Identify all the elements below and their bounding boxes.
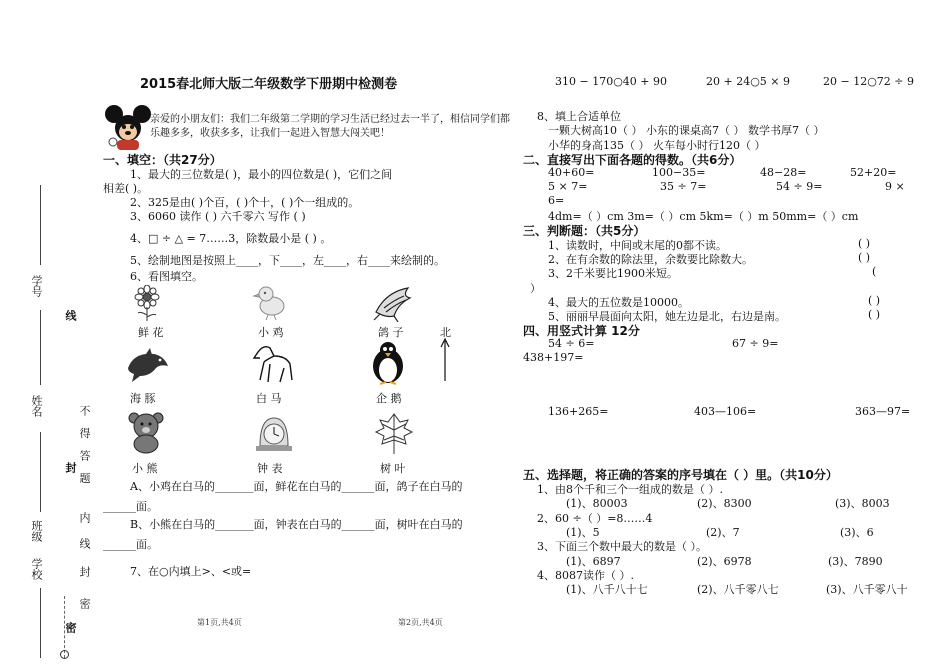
leaf-icon: [372, 410, 416, 456]
compare-1: 310 − 170○40 + 90: [555, 75, 668, 88]
judge-4-blank[interactable]: ( ): [868, 294, 881, 307]
vertical-calc-2: 67 ÷ 9=: [732, 337, 779, 350]
pigeon-icon: [372, 282, 416, 322]
dolphin-icon: [124, 346, 170, 386]
seal-dashed-line: [64, 596, 67, 658]
q5: 5、绘制地图是按照上____，下____，左____，右____来绘制的。: [130, 254, 445, 267]
q7: 7、在○内填上>、<或=: [130, 565, 252, 578]
calc-8-cont: 6=: [548, 194, 565, 207]
mc-2-option-3[interactable]: (3)、6: [840, 526, 874, 539]
judge-5-blank[interactable]: ( ): [868, 308, 881, 321]
mc-4-option-2[interactable]: (2)、八千零八七: [697, 583, 779, 596]
caption-pigeon: 鸽 子: [378, 326, 404, 339]
q6-a-line-2: ______面。: [103, 500, 158, 513]
mc-3-option-3[interactable]: (3)、7890: [828, 555, 883, 568]
intro-line-1: 亲爱的小朋友们：我们二年级第二学期的学习生活已经过去一半了，相信同学们都: [150, 114, 510, 125]
caption-flower: 鲜 花: [138, 326, 164, 339]
mc-1-option-3[interactable]: (3)、8003: [835, 497, 890, 510]
blank-line-xuehao: [40, 185, 41, 265]
footer-page-1: 第1页,共4页: [197, 618, 242, 627]
judge-2-blank[interactable]: ( ): [858, 251, 871, 264]
q8-line-a: 一颗大树高10（ ） 小东的课桌高7（ ） 数学书厚7（ ）: [548, 124, 825, 137]
blank-line-xuexiao: [40, 588, 41, 658]
q2: 2、325是由( )个百，( )个十，( )个一组成的。: [130, 196, 360, 209]
q6-a-line-1: A、小鸡在白马的_______面，鲜花在白马的______面，鸽子在白马的: [130, 480, 463, 493]
calc-6: 35 ÷ 7=: [660, 180, 707, 193]
blank-line-xingming: [40, 310, 41, 385]
north-label: 北: [440, 326, 451, 339]
seal-feng: 封: [64, 462, 77, 473]
intro-line-2: 乐趣多多，收获多多，让我们一起进入智慧大闯关吧！: [150, 128, 390, 139]
caption-dolphin: 海 豚: [130, 392, 156, 405]
unit-conversions: 4dm=（ ）cm 3m=（ ）cm 5km=（ ）m 50mm=（ ）cm: [548, 210, 859, 223]
horse-icon: [250, 342, 296, 384]
seal-mi: 密: [64, 622, 77, 633]
section-3-title: 三、判断题：（共5分）: [523, 224, 646, 238]
mickey-mascot-icon: [103, 102, 153, 152]
caption-bear: 小 熊: [132, 462, 158, 475]
mc-4-option-3[interactable]: (3)、八千零八十: [826, 583, 908, 596]
mc-2-option-2[interactable]: (2)、7: [706, 526, 740, 539]
section-4-title: 四、用竖式计算 12分: [523, 324, 640, 338]
mc-4-option-1[interactable]: (1)、八千八十七: [566, 583, 648, 596]
judge-1-blank[interactable]: ( ): [858, 237, 871, 250]
calc-2: 100−35=: [652, 166, 706, 179]
seal-nei: 内: [78, 512, 91, 523]
clock-icon: [254, 414, 294, 452]
north-arrow-icon: [438, 337, 452, 381]
vertical-calc-5: 403—106=: [694, 405, 757, 418]
seal-xian-2: 线: [78, 538, 91, 549]
label-banji: 班级: [30, 520, 43, 542]
label-xuehao: 学号: [30, 275, 43, 297]
q1-line-a: 1、最大的三位数是( )，最小的四位数是( )，它们之间: [130, 168, 393, 181]
seal-hole-icon: [60, 650, 69, 659]
chick-icon: [250, 282, 290, 320]
mc-2-option-1[interactable]: (1)、5: [566, 526, 600, 539]
section-2-title: 二、直接写出下面各题的得数。（共6分）: [523, 153, 742, 167]
judge-2: 2、在有余数的除法里，余数要比除数大。: [548, 253, 753, 266]
label-xuexiao: 学校: [30, 558, 43, 580]
flower-icon: [130, 285, 164, 321]
mc-3: 3、下面三个数中最大的数是（ ）。: [537, 540, 707, 553]
section-5-title: 五、选择题，将正确的答案的序号填在（ ）里。（共10分）: [523, 468, 838, 482]
section-1-title: 一、填空：（共27分）: [103, 153, 222, 167]
q6-b-line-1: B、小熊在白马的_______面，钟表在白马的______面，树叶在白马的: [130, 518, 463, 531]
calc-7: 54 ÷ 9=: [776, 180, 823, 193]
vertical-calc-4: 136+265=: [548, 405, 609, 418]
calc-8: 9 ×: [885, 180, 905, 193]
caption-clock: 钟 表: [257, 462, 283, 475]
seal-mi-2: 密: [78, 598, 91, 609]
caption-penguin: 企 鹅: [376, 392, 402, 405]
calc-3: 48−28=: [760, 166, 807, 179]
seal-xian: 线: [64, 310, 77, 321]
caption-chick: 小 鸡: [258, 326, 284, 339]
judge-1: 1、读数时，中间或末尾的0都不读。: [548, 239, 727, 252]
q3: 3、6060 读作 ( ) 六千零六 写作 ( ): [130, 210, 306, 223]
q4: 4、□ ÷ △ = 7……3，除数最小是 ( ) 。: [130, 232, 332, 245]
mc-1-option-1[interactable]: (1)、80003: [566, 497, 628, 510]
q6-b-line-2: ______面。: [103, 538, 158, 551]
compare-3: 20 − 12○72 ÷ 9: [823, 75, 915, 88]
compare-2: 20 + 24○5 × 9: [706, 75, 791, 88]
mc-1-option-2[interactable]: (2)、8300: [697, 497, 752, 510]
judge-3-blank-close: ）: [530, 282, 541, 295]
page-title: 2015春北师大版二年级数学下册期中检测卷: [140, 77, 398, 92]
vertical-calc-1: 54 ÷ 6=: [548, 337, 595, 350]
q1-line-b: 相差( )。: [103, 182, 149, 195]
q6: 6、看图填空。: [130, 270, 203, 283]
calc-5: 5 × 7=: [548, 180, 588, 193]
judge-4: 4、最大的五位数是10000。: [548, 296, 689, 309]
footer-page-2: 第2页,共4页: [398, 618, 443, 627]
mc-3-option-1[interactable]: (1)、6897: [566, 555, 621, 568]
seal-warning: 不 得 答 题: [78, 405, 91, 488]
seal-feng-2: 封: [78, 566, 91, 577]
blank-line-banji: [40, 432, 41, 512]
mc-2: 2、60 ÷（ ）=8……4: [537, 512, 653, 525]
judge-5: 5、丽丽早晨面向太阳，她左边是北，右边是南。: [548, 310, 786, 323]
q8-title: 8、填上合适单位: [537, 110, 621, 123]
label-xingming: 姓名: [30, 395, 43, 417]
q8-line-b: 小华的身高135（ ） 火车每小时行120（ ）: [548, 139, 766, 152]
caption-leaf: 树 叶: [380, 462, 406, 475]
judge-3-blank-open[interactable]: (: [872, 265, 877, 278]
penguin-icon: [366, 340, 410, 386]
mc-1: 1、由8个千和三个一组成的数是（ ）.: [537, 483, 723, 496]
calc-4: 52+20=: [850, 166, 897, 179]
mc-3-option-2[interactable]: (2)、6978: [697, 555, 752, 568]
mc-4: 4、8087读作（ ）.: [537, 569, 634, 582]
vertical-calc-6: 363—97=: [855, 405, 911, 418]
caption-horse: 白 马: [256, 392, 282, 405]
judge-3: 3、2千米要比1900米短。: [548, 267, 678, 280]
bear-icon: [126, 410, 166, 454]
calc-1: 40+60=: [548, 166, 595, 179]
vertical-calc-3: 438+197=: [523, 351, 584, 364]
